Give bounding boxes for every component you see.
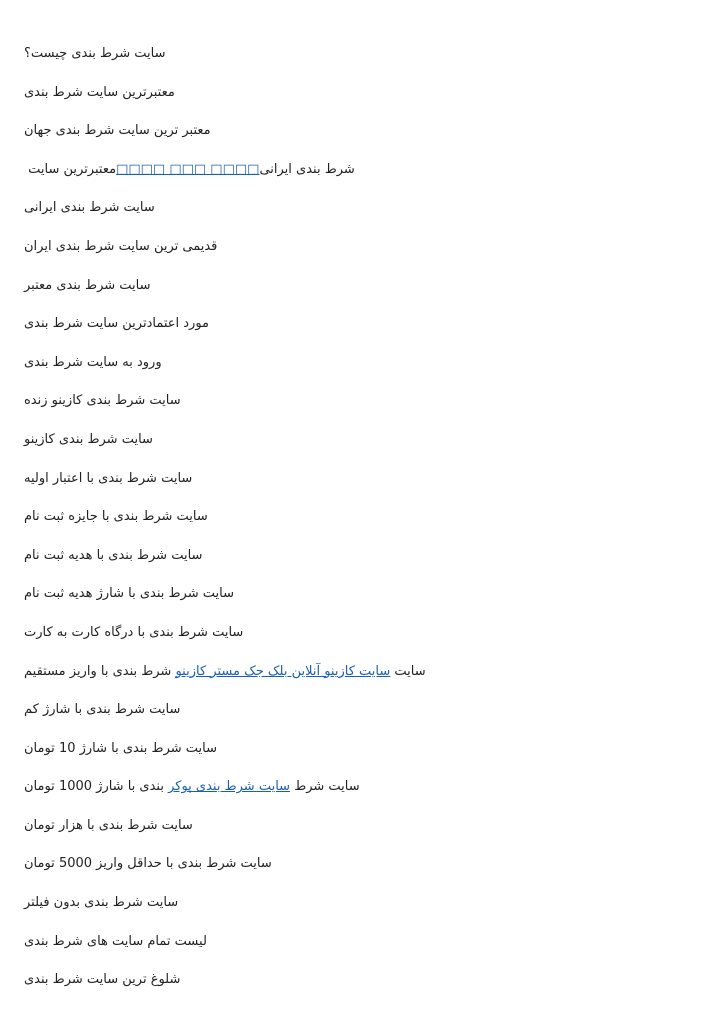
list-item: سایت شرط بندی با هدیه ثبت نام	[24, 547, 203, 563]
list-item: معتبر ترین سایت شرط بندی جهان	[24, 123, 211, 139]
inline-link[interactable]: سایت کازینو آنلاین بلک جک مستر کازینو	[175, 663, 391, 679]
list-item: معتبرترین سایت شرط بندی	[24, 84, 175, 100]
list-item: سایت شرط بندی با هزار تومان	[24, 817, 193, 833]
inline-link[interactable]: سایت شرط بندی پوکر	[168, 779, 291, 795]
list-item: سایت شرط بندی با شارژ 10 تومان	[24, 740, 217, 756]
list-item: سایت شرط بندی ایرانی	[24, 200, 155, 216]
list-item: سایت شرط بندی کازینو	[24, 431, 153, 447]
line-text-before: معتبرترین سایت	[24, 161, 117, 177]
list-item: سایت شرط بندی با شارژ هدیه ثبت نام	[24, 586, 234, 602]
list-item: سایت شرط بندی کازینو زنده	[24, 393, 181, 409]
list-item: سایت شرط بندی با شارژ کم	[24, 702, 181, 718]
inline-link[interactable]: □□□□ □□□ □□□□	[116, 161, 260, 177]
list-item: سایت شرط بندی با اعتبار اولیه	[24, 470, 193, 486]
list-item: مورد اعتمادترین سایت شرط بندی	[24, 316, 210, 332]
line-text-after: بندی با شارژ 1000 تومان	[24, 779, 169, 795]
line-text-after: شرط بندی با واریز مستقیم	[24, 663, 176, 679]
list-item: سایت شرط بندی بدون فیلتر	[24, 895, 179, 911]
list-item: سایت شرط بندی با حداقل واریز 5000 تومان	[24, 856, 272, 872]
list-item: قدیمی ترین سایت شرط بندی ایران	[24, 238, 218, 254]
list-item: سایت شرط بندی معتبر	[24, 277, 151, 293]
list-item: ورود به سایت شرط بندی	[24, 354, 162, 370]
line-text-before: سایت	[390, 663, 426, 679]
list-item: سایت شرط بندی با جایزه ثبت نام	[24, 509, 208, 525]
list-item	[24, 662, 704, 701]
line-text-after: شرط بندی ایرانی	[259, 161, 359, 177]
list-item: لیست تمام سایت های شرط بندی	[24, 933, 207, 949]
list-item	[24, 777, 704, 816]
list-item: سایت شرط بندی چیست؟	[24, 46, 166, 61]
list-item	[24, 160, 704, 199]
line-text-before: سایت شرط	[290, 779, 360, 795]
list-item: شلوغ ترین سایت شرط بندی	[24, 972, 181, 988]
document-content	[24, 44, 704, 1009]
list-item: سایت شرط بندی با درگاه کارت به کارت	[24, 624, 244, 640]
